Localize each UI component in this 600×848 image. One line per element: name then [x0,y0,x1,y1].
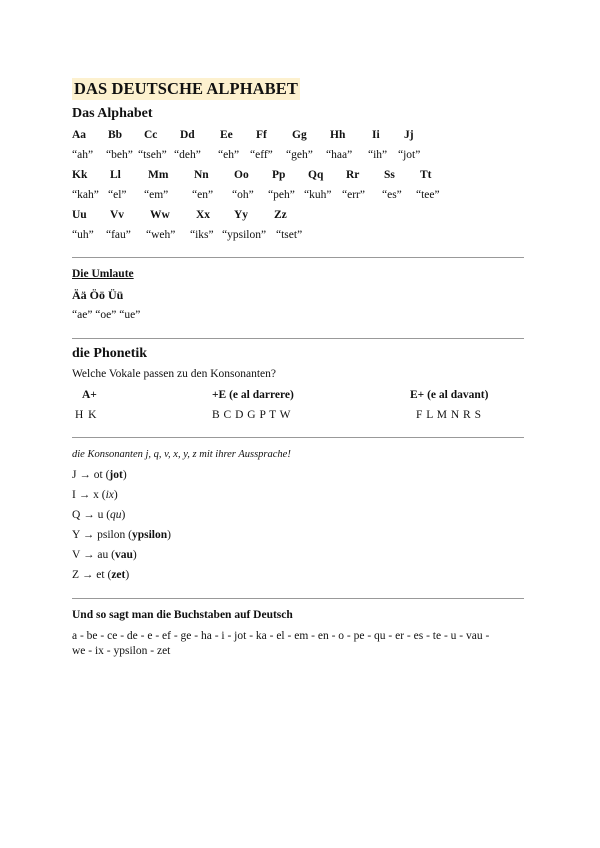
close-paren: ) [121,509,126,521]
open-paren: ( [107,569,112,581]
alphabet-letter: Zz [274,209,287,221]
alphabet-pronunciation: “err” [342,189,365,201]
arrow-icon: → [82,549,95,561]
close-paren: ) [125,569,130,581]
konsonant-line [72,489,118,501]
umlaute-letters: Ää Öö Üü [72,288,124,302]
alphabet-pronunciation: “en” [192,189,214,201]
konsonant-word: zet [111,569,126,581]
alphabet-pronunciation: “jot” [398,149,421,161]
divider [72,598,524,599]
alphabet-pronunciation: “el” [108,189,127,201]
konsonant-letter: Y [72,529,80,541]
alphabet-pronunciation: “em” [144,189,169,201]
alphabet-letter: Ss [384,169,395,181]
konsonant-line [72,529,171,541]
phonetik-question: Welche Vokale passen zu den Konsonanten? [72,368,276,380]
alphabet-pronunciation: “deh” [174,149,201,161]
alphabet-heading: Das Alphabet [72,106,153,121]
close-paren: ) [113,489,118,501]
konsonant-sound: u [97,509,104,521]
arrow-icon: → [81,569,94,581]
alphabet-pronunciation: “ypsilon” [222,229,267,241]
alphabet-letter: Ll [110,169,121,181]
consonants-plus-e: B C D G P T W [212,409,291,421]
open-paren: ( [101,489,106,501]
konsonant-line [72,569,129,581]
divider [72,437,524,438]
alphabet-letter: Yy [234,209,249,221]
alphabet-pronunciation: “ah” [72,149,94,161]
arrow-icon: → [78,489,91,501]
alphabet-letter: Jj [404,129,414,141]
deutsch-line-1: a - be - ce - de - e - ef - ge - ha - i - jot - ka - el - em - en - o - pe - qu - er - es - te - u - vau - [72,630,490,642]
alphabet-letter: Ff [256,129,267,141]
alphabet-letter: Mm [148,169,169,181]
consonants-e-plus: F L M N R S [416,409,482,421]
phonetik-heading: die Phonetik [72,346,148,361]
alphabet-letter: Pp [272,169,286,181]
deutsch-heading: Und so sagt man die Buchstaben auf Deutsch [72,609,293,621]
konsonant-sound: et [96,569,105,581]
konsonant-letter: I [72,489,76,501]
arrow-icon: → [82,529,95,541]
konsonant-sound: ot [93,469,103,481]
alphabet-letter: Xx [196,209,211,221]
alphabet-pronunciation: “uh” [72,229,94,241]
alphabet-letter: Ii [372,129,380,141]
alphabet-pronunciation: “geh” [286,149,313,161]
konsonant-letter: J [72,469,77,481]
konsonant-word: ypsilon [131,529,168,541]
konsonant-line [72,549,137,561]
alphabet-letter: Bb [108,129,123,141]
umlaute-heading: Die Umlaute [72,268,134,280]
column-header-plus-e: +E (e al darrere) [212,389,294,401]
open-paren: ( [106,509,111,521]
alphabet-pronunciation: “tseh” [138,149,167,161]
alphabet-pronunciation: “kuh” [304,189,332,201]
konsonant-word: ix [105,489,114,501]
alphabet-pronunciation: “eff” [250,149,273,161]
close-paren: ) [132,549,137,561]
divider [72,257,524,258]
konsonant-letter: Q [72,509,81,521]
page-title: DAS DEUTSCHE ALPHABET [74,79,298,98]
alphabet-letter: Oo [234,169,249,181]
alphabet-letter: Kk [72,169,88,181]
alphabet-letter: Rr [346,169,360,181]
alphabet-pronunciation: “fau” [106,229,131,241]
konsonant-word: vau [114,549,133,561]
konsonant-word: jot [109,469,123,481]
konsonant-letter: V [72,549,81,561]
konsonant-letter: Z [72,569,80,581]
alphabet-letter: Hh [330,129,346,141]
alphabet-pronunciation: “eh” [218,149,240,161]
alphabet-letter: Dd [180,129,195,141]
konsonant-sound: au [97,549,109,561]
close-paren: ) [122,469,127,481]
alphabet-pronunciation: “oh” [232,189,254,201]
alphabet-pronunciation: “tee” [416,189,440,201]
alphabet-pronunciation: “iks” [190,229,214,241]
alphabet-pronunciation: “haa” [326,149,353,161]
alphabet-pronunciation: “weh” [146,229,176,241]
alphabet-letter: Ee [220,129,233,141]
konsonanten-intro: die Konsonanten j, q, v, x, y, z mit ihrer Aussprache! [72,449,291,460]
open-paren: ( [105,469,110,481]
konsonant-line [72,469,127,481]
arrow-icon: → [83,509,95,521]
alphabet-letter: Tt [420,169,432,181]
open-paren: ( [128,529,132,541]
alphabet-letter: Nn [194,169,209,181]
alphabet-pronunciation: “kah” [72,189,99,201]
konsonant-sound: x [93,489,99,501]
deutsch-line-2: we - ix - ypsilon - zet [72,645,171,657]
alphabet-letter: Uu [72,209,87,221]
alphabet-pronunciation: “beh” [106,149,133,161]
divider [72,338,524,339]
open-paren: ( [111,549,115,561]
column-header-a-plus: A+ [82,389,97,401]
close-paren: ) [167,529,171,541]
alphabet-pronunciation: “peh” [268,189,295,201]
alphabet-letter: Ww [150,209,170,221]
konsonant-line [72,509,125,521]
consonants-a-plus: H K [75,409,98,421]
column-header-e-plus: E+ (e al davant) [410,389,489,401]
alphabet-pronunciation: “es” [382,189,402,201]
alphabet-letter: Aa [72,129,87,141]
alphabet-pronunciation: “ih” [368,149,388,161]
alphabet-pronunciation: “tset” [276,229,303,241]
konsonant-word: qu [110,509,122,521]
arrow-icon: → [79,469,91,481]
alphabet-letter: Cc [144,129,158,141]
alphabet-letter: Qq [308,169,324,181]
alphabet-letter: Gg [292,129,307,141]
umlaute-sounds: “ae” “oe” “ue” [72,309,141,321]
alphabet-letter: Vv [110,209,125,221]
konsonant-sound: psilon [97,529,126,541]
